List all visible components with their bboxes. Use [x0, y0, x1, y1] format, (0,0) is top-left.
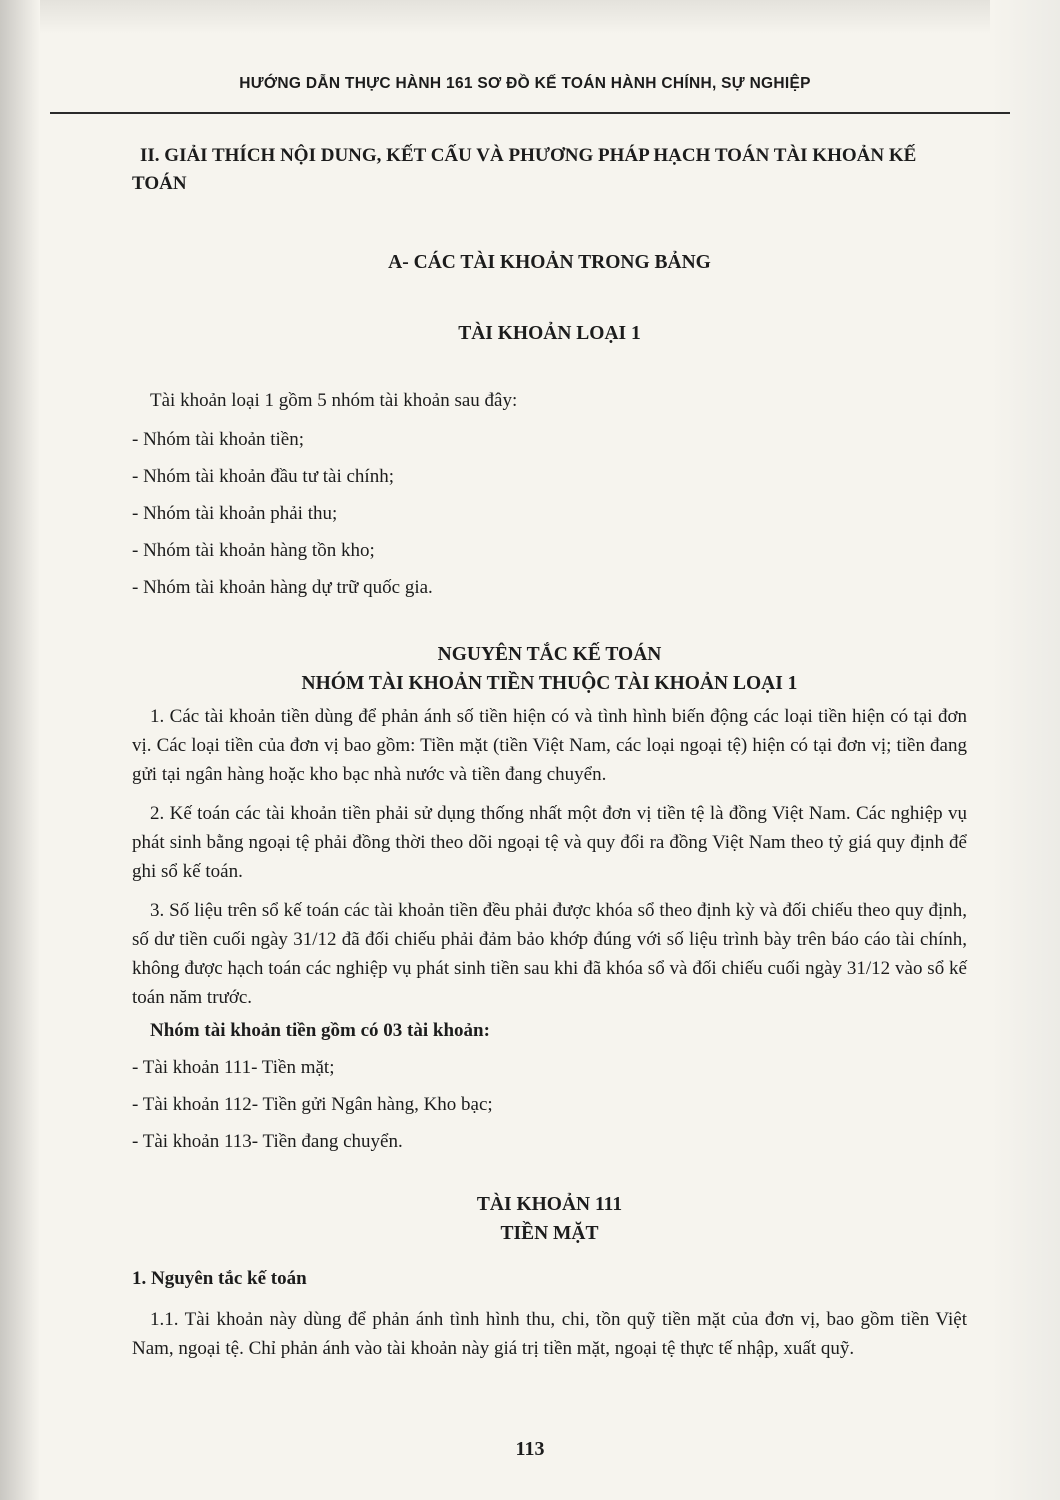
- list-item: - Nhóm tài khoản hàng dự trữ quốc gia.: [132, 577, 433, 598]
- principle-paragraph-1: 1. Các tài khoản tiền dùng để phản ánh số tiền hiện có và tình hình biến động các loại tiền hiện có tại đơn vị. Các loại tiền của đơn vị bao gồm: Tiền mặt (tiền Việt Nam, các loại ngoại tệ) hiện có tại đơn vị; tiền đang gửi tại ngân hàng hoặc kho bạc nhà nước và tiền đang chuyển.: [132, 706, 967, 785]
- page-number: 113: [515, 1438, 545, 1460]
- account-111-title: TIỀN MẶT: [500, 1223, 599, 1244]
- accounting-principle-subheading: 1. Nguyên tắc kế toán: [132, 1268, 307, 1289]
- principle-paragraph-2: 2. Kế toán các tài khoản tiền phải sử dụng thống nhất một đơn vị tiền tệ là đồng Việt Nam. Các nghiệp vụ phát sinh bằng ngoại tệ phải đồng thời theo dõi ngoại tệ và quy đổi ra đồng Việt Nam theo tỷ giá quy định để ghi sổ kế toán.: [132, 803, 967, 882]
- account-type-heading: TÀI KHOẢN LOẠI 1: [458, 323, 641, 344]
- page-binding-shadow: [0, 0, 40, 1500]
- account-111-heading: TÀI KHOẢN 111: [476, 1194, 623, 1215]
- accounts-intro: Nhóm tài khoản tiền gồm có 03 tài khoản:: [150, 1020, 490, 1041]
- accounts-list: [132, 1053, 967, 1156]
- principles-heading: NGUYÊN TẮC KẾ TOÁN: [437, 644, 662, 665]
- list-item: - Tài khoản 112- Tiền gửi Ngân hàng, Kho bạc;: [132, 1094, 493, 1115]
- list-item: - Nhóm tài khoản hàng tồn kho;: [132, 540, 375, 561]
- page-top-edge: [0, 0, 1060, 34]
- header-divider: [50, 112, 1010, 114]
- account-111-paragraph: 1.1. Tài khoản này dùng để phản ánh tình hình thu, chi, tồn quỹ tiền mặt của đơn vị, bao gồm tiền Việt Nam, ngoại tệ. Chỉ phản ánh vào tài khoản này giá trị tiền mặt, ngoại tệ thực tế nhập, xuất quỹ.: [132, 1309, 967, 1359]
- part-a-heading: A- CÁC TÀI KHOẢN TRONG BẢNG: [388, 252, 711, 273]
- groups-intro: Tài khoản loại 1 gồm 5 nhóm tài khoản sau đây:: [150, 390, 518, 411]
- list-item: - Tài khoản 111- Tiền mặt;: [132, 1057, 335, 1078]
- principle-paragraph-3: 3. Số liệu trên sổ kế toán các tài khoản tiền đều phải được khóa sổ theo định kỳ và đối chiếu theo quy định, số dư tiền cuối ngày 31/12 đã đối chiếu phải đảm bảo khớp đúng với số liệu trình bày trên báo cáo tài chính, không được hạch toán các nghiệp vụ phát sinh tiền sau khi đã khóa sổ và đối chiếu cuối ngày 31/12 vào sổ kế toán năm trước.: [132, 900, 967, 1008]
- page-content: [132, 142, 967, 1373]
- list-item: - Tài khoản 113- Tiền đang chuyển.: [132, 1131, 403, 1152]
- list-item: - Nhóm tài khoản phải thu;: [132, 503, 338, 524]
- running-header: HƯỚNG DẪN THỰC HÀNH 161 SƠ ĐỒ KẾ TOÁN HÀNH CHÍNH, SỰ NGHIỆP: [239, 75, 811, 92]
- principles-subheading: NHÓM TÀI KHOẢN TIỀN THUỘC TÀI KHOẢN LOẠI 1: [301, 673, 798, 694]
- list-item: - Nhóm tài khoản đầu tư tài chính;: [132, 466, 394, 487]
- section-title: II. GIẢI THÍCH NỘI DUNG, KẾT CẤU VÀ PHƯƠNG PHÁP HẠCH TOÁN TÀI KHOẢN KẾ TOÁN: [132, 145, 917, 194]
- page-right-edge: [990, 0, 1060, 1500]
- account-groups-list: [132, 425, 967, 602]
- list-item: - Nhóm tài khoản tiền;: [132, 429, 305, 450]
